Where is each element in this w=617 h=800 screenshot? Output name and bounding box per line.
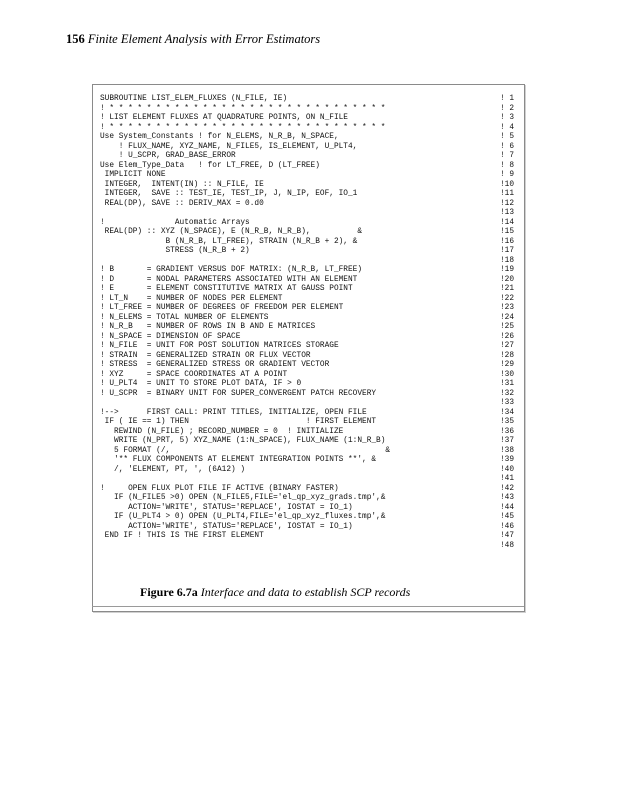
code-line (100, 352, 520, 362)
line-number: !48 (500, 541, 515, 550)
line-number: !32 (500, 389, 515, 398)
code-line (100, 532, 520, 542)
code-text: ! * * * * * * * * * * * * * * * * * * * * * * * * * * * * * * (100, 123, 386, 132)
code-text: ! D = NODAL PARAMETERS ASSOCIATED WITH AN ELEMENT (100, 275, 358, 284)
line-number: !30 (500, 370, 515, 379)
line-number: !31 (500, 380, 515, 388)
line-number: !36 (500, 427, 515, 436)
line-number: !18 (500, 256, 515, 265)
line-number: !22 (500, 294, 515, 303)
code-text: INTEGER, INTENT(IN) :: N_FILE, IE (100, 180, 264, 189)
code-text: INTEGER, SAVE :: TEST_IE, TEST_IP, J, N_IP, EOF, IO_1 (100, 190, 358, 198)
code-text: IF ( IE == 1) THEN ! FIRST ELEMENT (100, 418, 377, 426)
code-text: '** FLUX COMPONENTS AT ELEMENT INTEGRATION POINTS **', & (100, 456, 377, 464)
running-header (66, 31, 320, 47)
code-text: Use System_Constants ! for N_ELEMS, N_R_B, N_SPACE, (100, 133, 339, 141)
code-line (100, 105, 520, 115)
code-text: STRESS (N_R_B + 2) (100, 247, 250, 255)
line-number: !13 (500, 209, 515, 217)
line-number: !16 (500, 237, 515, 246)
line-number: !11 (500, 190, 515, 198)
code-text: ! FLUX_NAME, XYZ_NAME, N_FILE5, IS_ELEMENT, U_PLT4, (100, 142, 358, 151)
code-line (100, 485, 520, 495)
line-number: ! 6 (500, 142, 515, 151)
line-number: !29 (500, 361, 515, 369)
code-text: 5 FORMAT (/, & (100, 446, 391, 455)
line-number: !39 (500, 456, 515, 464)
code-line (100, 247, 520, 257)
line-number: !45 (500, 513, 515, 521)
code-line (100, 456, 520, 466)
code-line (100, 466, 520, 476)
code-text: ! B = GRADIENT VERSUS DOF MATRIX: (N_R_B, LT_FREE) (100, 266, 363, 274)
code-line (100, 133, 520, 143)
code-text: ! N_ELEMS = TOTAL NUMBER OF ELEMENTS (100, 313, 269, 322)
figure-title: Interface and data to establish SCP records (200, 585, 411, 599)
code-text: END IF ! THIS IS THE FIRST ELEMENT (100, 532, 264, 540)
code-text: Use Elem_Type_Data ! for LT_FREE, D (LT_FREE) (100, 161, 320, 170)
line-number: !26 (500, 332, 515, 341)
line-number: !19 (500, 266, 515, 274)
code-line (100, 437, 520, 447)
book-title: Finite Element Analysis with Error Estimators (87, 32, 321, 46)
code-text: ! * * * * * * * * * * * * * * * * * * * * * * * * * * * * * * (100, 104, 386, 113)
code-text: ! U_SCPR, GRAD_BASE_ERROR (100, 152, 236, 160)
code-line (100, 238, 520, 248)
code-text: ! N_FILE = UNIT FOR POST SOLUTION MATRICES STORAGE (100, 342, 339, 350)
line-number: !10 (500, 180, 515, 189)
line-number: !27 (500, 342, 515, 350)
code-line (100, 542, 520, 552)
code-line (100, 475, 520, 485)
line-number: !20 (500, 275, 515, 284)
code-text: ! U_SCPR = BINARY UNIT FOR SUPER_CONVERGENT PATCH RECOVERY (100, 389, 377, 398)
line-number: ! 7 (500, 152, 515, 160)
line-number: !34 (500, 408, 515, 417)
code-text: ! OPEN FLUX PLOT FILE IF ACTIVE (BINARY FASTER) (100, 484, 339, 493)
line-number: !14 (500, 218, 515, 227)
code-text: WRITE (N_PRT, 5) XYZ_NAME (1:N_SPACE), FLUX_NAME (1:N_R_B) (100, 437, 386, 445)
code-line (100, 295, 520, 305)
code-text: IF (N_FILE5 >0) OPEN (N_FILE5,FILE='el_qp_xyz_grads.tmp',& (100, 494, 386, 502)
code-text: ! E = ELEMENT CONSTITUTIVE MATRIX AT GAUSS POINT (100, 285, 353, 293)
line-number: !25 (500, 323, 515, 331)
code-text: ! U_PLT4 = UNIT TO STORE PLOT DATA, IF > 0 (100, 380, 302, 388)
code-text: ! STRAIN = GENERALIZED STRAIN OR FLUX VECTOR (100, 351, 311, 360)
code-line (100, 447, 520, 457)
code-text: SUBROUTINE LIST_ELEM_FLUXES (N_FILE, IE) (100, 95, 288, 103)
code-line (100, 504, 520, 514)
code-text: B (N_R_B, LT_FREE), STRAIN (N_R_B + 2), & (100, 237, 358, 246)
code-line (100, 380, 520, 390)
code-text: ! Automatic Arrays (100, 218, 250, 227)
code-text: !--> FIRST CALL: PRINT TITLES, INITIALIZE, OPEN FILE (100, 408, 367, 417)
code-line (100, 314, 520, 324)
code-line (100, 418, 520, 428)
code-text: ACTION='WRITE', STATUS='REPLACE', IOSTAT = IO_1) (100, 503, 353, 512)
code-text: ! N_SPACE = DIMENSION OF SPACE (100, 332, 241, 341)
line-number: !23 (500, 304, 515, 312)
code-text: IF (U_PLT4 > 0) OPEN (U_PLT4,FILE='el_qp_xyz_fluxes.tmp',& (100, 513, 386, 521)
code-line (100, 323, 520, 333)
code-line (100, 200, 520, 210)
code-line (100, 209, 520, 219)
code-line (100, 409, 520, 419)
line-number: !43 (500, 494, 515, 502)
code-line (100, 95, 520, 105)
line-number: ! 8 (500, 161, 515, 170)
code-line (100, 304, 520, 314)
code-line (100, 162, 520, 172)
line-number: !12 (500, 199, 515, 208)
code-text: /, 'ELEMENT, PT, ', (6A12) ) (100, 465, 246, 474)
code-line (100, 219, 520, 229)
code-line (100, 171, 520, 181)
line-number: !40 (500, 465, 515, 474)
code-line (100, 181, 520, 191)
code-text: REWIND (N_FILE) ; RECORD_NUMBER = 0 ! INITIALIZE (100, 427, 344, 436)
code-line (100, 143, 520, 153)
page-number: 156 (66, 32, 85, 46)
code-line (100, 371, 520, 381)
caption-rule (92, 606, 524, 607)
code-text: ACTION='WRITE', STATUS='REPLACE', IOSTAT = IO_1) (100, 522, 353, 531)
figure-label: Figure 6.7a (140, 585, 198, 599)
line-number: !42 (500, 484, 515, 493)
line-number: !15 (500, 228, 515, 236)
code-text: ! STRESS = GENERALIZED STRESS OR GRADIENT VECTOR (100, 361, 330, 369)
code-line (100, 257, 520, 267)
line-number: !17 (500, 247, 515, 255)
line-number: !41 (500, 475, 515, 483)
code-text: ! LT_FREE = NUMBER OF DEGREES OF FREEDOM PER ELEMENT (100, 304, 344, 312)
code-line (100, 124, 520, 134)
line-number: !47 (500, 532, 515, 540)
code-line (100, 276, 520, 286)
line-number: ! 4 (500, 123, 515, 132)
code-line (100, 342, 520, 352)
code-line (100, 523, 520, 533)
code-line (100, 361, 520, 371)
line-number: !38 (500, 446, 515, 455)
figure-caption (140, 585, 410, 599)
code-line (100, 513, 520, 523)
code-text: ! LT_N = NUMBER OF NODES PER ELEMENT (100, 294, 283, 303)
code-text: REAL(DP) :: XYZ (N_SPACE), E (N_R_B, N_R_B), & (100, 228, 363, 236)
code-line (100, 228, 520, 238)
line-number: ! 1 (500, 95, 515, 103)
line-number: ! 5 (500, 133, 515, 141)
code-text: ! N_R_B = NUMBER OF ROWS IN B AND E MATRICES (100, 323, 316, 331)
line-number: ! 9 (500, 171, 515, 179)
line-number: !46 (500, 522, 515, 531)
line-number: !37 (500, 437, 515, 445)
code-text: ! XYZ = SPACE COORDINATES AT A POINT (100, 370, 288, 379)
code-line (100, 399, 520, 409)
line-number: ! 2 (500, 104, 515, 113)
code-line (100, 333, 520, 343)
line-number: ! 3 (500, 114, 515, 122)
line-number: !28 (500, 351, 515, 360)
code-line (100, 190, 520, 200)
line-number: !21 (500, 285, 515, 293)
line-number: !24 (500, 313, 515, 322)
code-listing (100, 95, 520, 551)
line-number: !35 (500, 418, 515, 426)
line-number: !33 (500, 399, 515, 407)
code-text: ! LIST ELEMENT FLUXES AT QUADRATURE POINTS, ON N_FILE (100, 114, 348, 122)
code-text: IMPLICIT NONE (100, 171, 166, 179)
code-line (100, 266, 520, 276)
line-number: !44 (500, 503, 515, 512)
code-line (100, 114, 520, 124)
code-text: REAL(DP), SAVE :: DERIV_MAX = 0.d0 (100, 199, 264, 208)
code-line (100, 428, 520, 438)
code-line (100, 285, 520, 295)
code-line (100, 152, 520, 162)
code-line (100, 494, 520, 504)
code-line (100, 390, 520, 400)
